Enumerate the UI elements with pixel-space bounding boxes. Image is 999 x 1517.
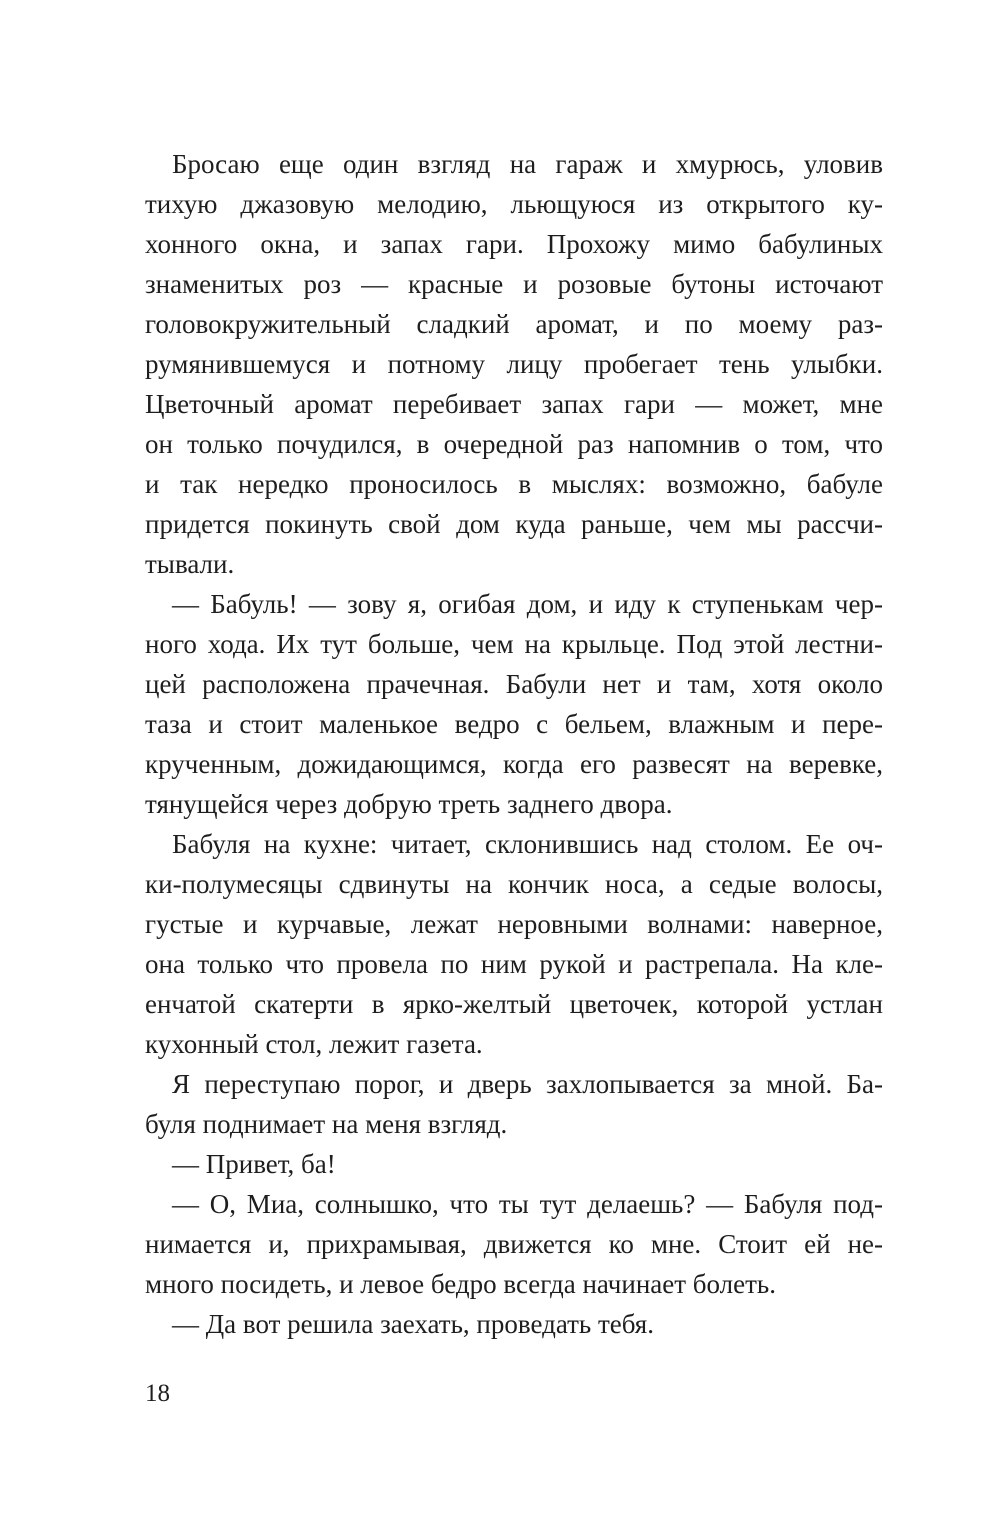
page-number: 18 [145,1380,170,1407]
text-line: енчатой скатерти в ярко-желтый цветочек, которой устлан [145,989,883,1019]
text-line: ки-полумесяцы сдвинуты на кончик носа, а седые волосы, [145,869,883,899]
text-line: густые и курчавые, лежат неровными волнами: наверное, [145,909,883,939]
text-line: головокружительный сладкий аромат, и по моему раз- [145,309,883,339]
text-line: нимается и, прихрамывая, движется ко мне. Стоит ей не- [145,1229,883,1259]
text-line: крученным, дожидающимся, когда его развесят на веревке, [145,749,883,779]
text-line: — Привет, ба! [172,1149,336,1179]
page-body-text [145,144,883,1344]
text-line: он только почудился, в очередной раз напомнив о том, что [145,429,883,459]
text-line: и так нередко проносилось в мыслях: возможно, бабуле [145,469,883,499]
text-line: Я переступаю порог, и дверь захлопывается за мной. Ба- [172,1069,883,1099]
text-line: Бабуля на кухне: читает, склонившись над столом. Ее оч- [172,829,883,859]
text-line: ного хода. Их тут больше, чем на крыльце. Под этой лестни- [145,629,883,659]
text-line: — Да вот решила заехать, проведать тебя. [172,1309,654,1339]
text-line: румянившемуся и потному лицу пробегает тень улыбки. [145,349,883,379]
text-line: буля поднимает на меня взгляд. [145,1109,508,1139]
text-line: цей расположена прачечная. Бабули нет и там, хотя около [145,669,883,699]
text-line: — О, Миа, солнышко, что ты тут делаешь? — Бабуля под- [172,1189,883,1219]
text-line: хонного окна, и запах гари. Прохожу мимо бабулиных [145,229,883,259]
text-line: тихую джазовую мелодию, льющуюся из открытого ку- [145,189,883,219]
text-line: — Бабуль! — зову я, огибая дом, и иду к ступенькам чер- [172,589,883,619]
text-line: кухонный стол, лежит газета. [145,1029,483,1059]
text-line: много посидеть, и левое бедро всегда начинает болеть. [145,1269,776,1299]
text-line: придется покинуть свой дом куда раньше, чем мы рассчи- [145,509,883,539]
text-line: она только что провела по ним рукой и растрепала. На кле- [145,949,883,979]
text-line: тянущейся через добрую треть заднего двора. [145,789,673,819]
text-line: знаменитых роз — красные и розовые бутоны источают [145,269,883,299]
text-line: Цветочный аромат перебивает запах гари — может, мне [145,389,883,419]
text-line: таза и стоит маленькое ведро с бельем, влажным и пере- [145,709,883,739]
text-line: тывали. [145,549,235,579]
text-line: Бросаю еще один взгляд на гараж и хмурюсь, уловив [172,149,883,179]
